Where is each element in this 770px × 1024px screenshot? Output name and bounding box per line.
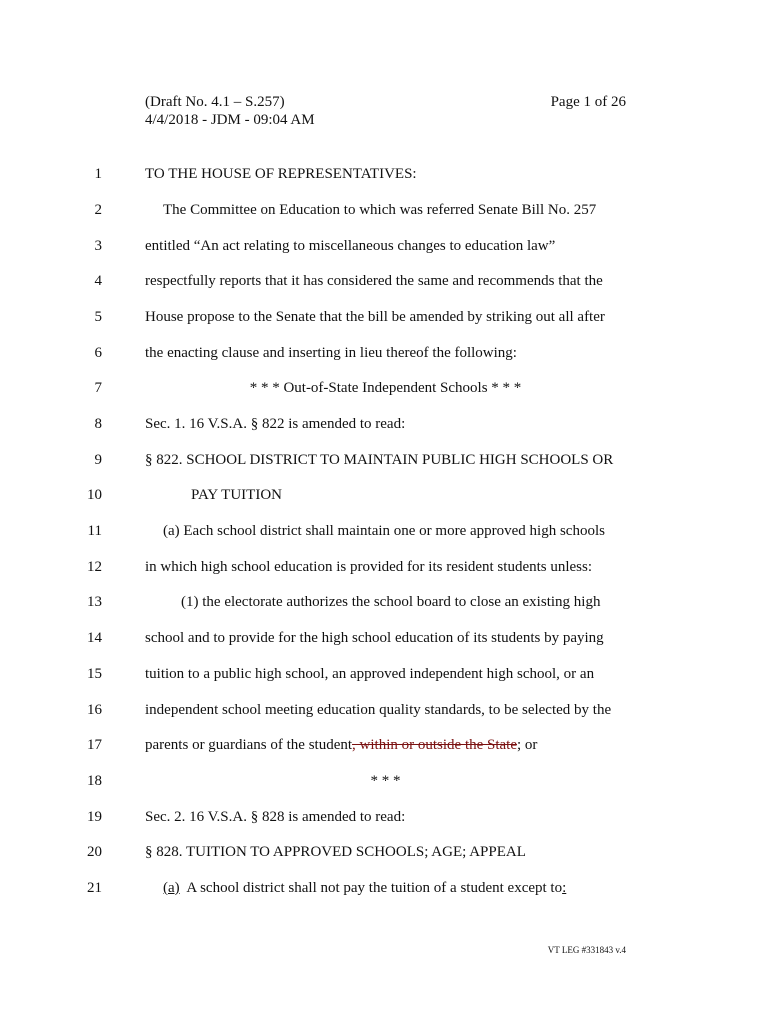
line-10 xyxy=(0,485,770,505)
line-text: The Committee on Education to which was referred Senate Bill No. 257 xyxy=(163,202,597,218)
line-19 xyxy=(0,807,770,827)
line-text: TO THE HOUSE OF REPRESENTATIVES: xyxy=(145,166,417,182)
line-number: 19 xyxy=(87,809,102,825)
line-8 xyxy=(0,414,770,434)
line-12 xyxy=(0,557,770,577)
line-7 xyxy=(0,378,770,398)
line-text xyxy=(163,878,566,898)
line-number: 1 xyxy=(94,166,102,182)
line-text: in which high school education is provided for its resident students unless: xyxy=(145,559,593,575)
line-20 xyxy=(0,842,770,862)
line-4 xyxy=(0,271,770,291)
deleted-text: , within or outside the State xyxy=(352,737,518,753)
line-21 xyxy=(0,878,770,898)
line-3 xyxy=(0,236,770,256)
line-number: 17 xyxy=(87,737,102,753)
line-number: 21 xyxy=(87,880,102,896)
line-text: tuition to a public high school, an approved independent high school, or an xyxy=(145,666,595,682)
line-number: 20 xyxy=(87,844,102,860)
line-text: the enacting clause and inserting in lieu thereof the following: xyxy=(145,345,517,361)
line-6 xyxy=(0,343,770,363)
draft-number: (Draft No. 4.1 – S.257) xyxy=(145,94,285,110)
line-2 xyxy=(0,200,770,220)
line-17 xyxy=(0,735,770,755)
line-number: 9 xyxy=(94,452,102,468)
line-text: House propose to the Senate that the bill be amended by striking out all after xyxy=(145,309,605,325)
line-13 xyxy=(0,592,770,612)
line-18 xyxy=(0,771,770,791)
line-text-plain: A school district shall not pay the tuition of a student except to xyxy=(179,880,563,896)
page-number: Page 1 of 26 xyxy=(550,94,626,110)
line-number: 13 xyxy=(87,594,102,610)
omission-marker: * * * xyxy=(370,773,401,789)
inserted-text: : xyxy=(562,880,567,896)
line-text: entitled “An act relating to miscellaneous changes to education law” xyxy=(145,238,556,254)
line-text xyxy=(145,735,537,755)
line-16 xyxy=(0,700,770,720)
line-text: (a) Each school district shall maintain one or more approved high schools xyxy=(163,523,605,539)
line-number: 10 xyxy=(87,487,102,503)
line-11 xyxy=(0,521,770,541)
line-number: 12 xyxy=(87,559,102,575)
line-text: Sec. 1. 16 V.S.A. § 822 is amended to read: xyxy=(145,416,406,432)
line-14 xyxy=(0,628,770,648)
line-5 xyxy=(0,307,770,327)
line-text: § 828. TUITION TO APPROVED SCHOOLS; AGE; APPEAL xyxy=(145,844,526,860)
line-number: 6 xyxy=(94,345,102,361)
line-1 xyxy=(0,164,770,184)
line-text: § 822. SCHOOL DISTRICT TO MAINTAIN PUBLIC HIGH SCHOOLS OR xyxy=(145,452,614,468)
line-number: 2 xyxy=(94,202,102,218)
line-number: 5 xyxy=(94,309,102,325)
line-number: 4 xyxy=(94,273,102,289)
line-number: 15 xyxy=(87,666,102,682)
line-9 xyxy=(0,450,770,470)
line-number: 18 xyxy=(87,773,102,789)
line-number: 14 xyxy=(87,630,102,646)
line-text: (1) the electorate authorizes the school board to close an existing high xyxy=(181,594,601,610)
line-15 xyxy=(0,664,770,684)
section-heading: * * * Out-of-State Independent Schools * * * xyxy=(249,380,522,396)
line-text-plain: parents or guardians of the student xyxy=(145,737,353,753)
line-text: respectfully reports that it has considered the same and recommends that the xyxy=(145,273,603,289)
line-text: PAY TUITION xyxy=(191,487,282,503)
line-number: 3 xyxy=(94,238,102,254)
line-number: 7 xyxy=(94,380,102,396)
line-text: independent school meeting education quality standards, to be selected by the xyxy=(145,702,612,718)
line-text: Sec. 2. 16 V.S.A. § 828 is amended to read: xyxy=(145,809,406,825)
line-text-plain: ; or xyxy=(517,737,538,753)
document-id-footer: VT LEG #331843 v.4 xyxy=(547,945,626,955)
line-number: 11 xyxy=(87,523,102,539)
inserted-text: (a) xyxy=(163,880,180,896)
draft-date: 4/4/2018 - JDM - 09:04 AM xyxy=(145,112,315,128)
line-text: school and to provide for the high school education of its students by paying xyxy=(145,630,604,646)
line-number: 16 xyxy=(87,702,102,718)
line-number: 8 xyxy=(94,416,102,432)
